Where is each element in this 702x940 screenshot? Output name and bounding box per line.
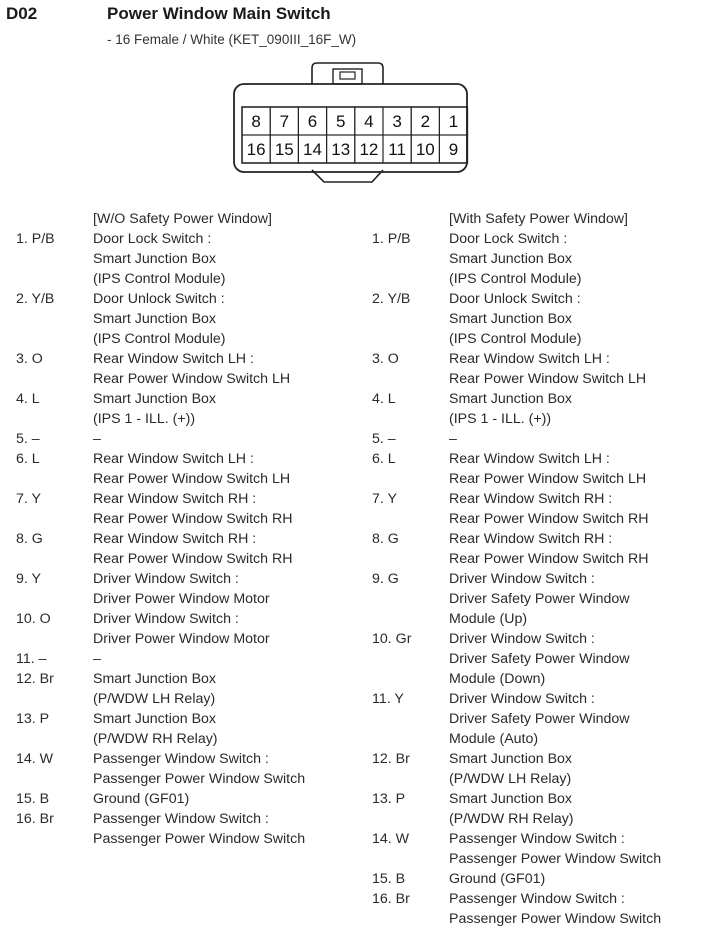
pin-description: [93, 489, 352, 529]
pin-description-line: –: [449, 431, 457, 447]
pin-description-line: Smart Junction Box: [93, 711, 217, 727]
pin-description-line: Smart Junction Box: [93, 391, 217, 407]
pin-row: [16, 669, 352, 709]
pin-description-line: (IPS Control Module): [93, 331, 226, 347]
pin-row: [16, 289, 352, 349]
pin-description-line: Ground (GF01): [449, 871, 546, 887]
pin-row: [16, 789, 352, 809]
pin-description-line: Rear Power Window Switch RH: [93, 511, 293, 527]
pin-row: [16, 389, 352, 429]
pin-number: 9: [448, 140, 459, 159]
pin-wire-color: 1. P/B: [372, 231, 411, 247]
pin-description: [449, 689, 698, 749]
pin-number: 14: [303, 140, 322, 159]
pin-description: [449, 289, 698, 349]
pin-description-line: Rear Window Switch LH :: [449, 451, 610, 467]
latch-notch: [340, 72, 355, 79]
pin-description-line: Driver Window Switch :: [449, 631, 595, 647]
pin-wire-color: 5. –: [16, 431, 40, 447]
pin-wire-color: 4. L: [372, 391, 396, 407]
pin-description: [93, 669, 352, 709]
pin-description: [449, 869, 698, 889]
pin-wire-color: 12. Br: [372, 751, 410, 767]
pin-number: 5: [335, 112, 346, 131]
pin-description-line: (P/WDW LH Relay): [449, 771, 572, 787]
pin-description: [449, 629, 698, 689]
pin-description-line: Door Lock Switch :: [449, 231, 568, 247]
pin-row: [372, 569, 698, 629]
pin-description: [93, 449, 352, 489]
pin-number: 12: [359, 140, 379, 159]
pin-wire-color: 10. O: [16, 611, 51, 627]
pin-wire-color: 13. P: [372, 791, 406, 807]
pin-description: [93, 529, 352, 569]
pin-description-line: Driver Window Switch :: [93, 611, 239, 627]
pin-description-line: (IPS Control Module): [449, 331, 582, 347]
pin-row: [372, 289, 698, 349]
pin-description-line: Ground (GF01): [93, 791, 190, 807]
pin-row: [16, 569, 352, 609]
pin-description: [93, 349, 352, 389]
connector-spec: - 16 Female / White (KET_090III_16F_W): [107, 32, 357, 47]
pin-description-line: Smart Junction Box: [449, 751, 573, 767]
pin-description-line: Smart Junction Box: [93, 311, 217, 327]
latch-center: [333, 69, 362, 84]
pin-wire-color: 16. Br: [372, 891, 410, 907]
pin-description: [449, 389, 698, 429]
pin-wire-color: 4. L: [16, 391, 40, 407]
pin-wire-color: 11. Y: [372, 691, 404, 707]
pin-row: [16, 449, 352, 489]
pin-wire-color: 14. W: [372, 831, 410, 847]
pin-number: 2: [420, 112, 431, 131]
pin-description-line: Passenger Power Window Switch: [449, 911, 662, 927]
pin-wire-color: 2. Y/B: [372, 291, 411, 307]
pin-row: [16, 229, 352, 289]
pin-description-line: (P/WDW RH Relay): [449, 811, 574, 827]
pin-description-line: Passenger Window Switch :: [93, 751, 269, 767]
pin-description-line: Smart Junction Box: [449, 251, 573, 267]
pin-number: 1: [448, 112, 459, 131]
pin-description: [93, 229, 352, 289]
pin-row: [372, 789, 698, 829]
pin-description-line: (IPS 1 - ILL. (+)): [93, 411, 196, 427]
pin-wire-color: 8. G: [16, 531, 43, 547]
pin-wire-color: 9. Y: [16, 571, 41, 587]
page-title: Power Window Main Switch: [107, 4, 331, 23]
with-safety-column: [372, 209, 698, 929]
pin-description-line: Passenger Power Window Switch: [449, 851, 662, 867]
pin-description-line: Rear Window Switch RH :: [449, 491, 613, 507]
pin-description-line: Passenger Window Switch :: [449, 891, 625, 907]
pin-number: 4: [364, 112, 374, 131]
pin-row: [16, 609, 352, 649]
pin-wire-color: 1. P/B: [16, 231, 55, 247]
pin-description-line: Passenger Window Switch :: [93, 811, 269, 827]
pin-row: [16, 529, 352, 569]
pin-description-line: Module (Down): [449, 671, 546, 687]
pin-row: [16, 649, 352, 669]
pin-wire-color: 11. –: [16, 651, 47, 667]
pin-wire-color: 10. Gr: [372, 631, 412, 647]
pin-description-line: Smart Junction Box: [449, 311, 573, 327]
pin-description-line: Passenger Power Window Switch: [93, 831, 306, 847]
pin-number: 11: [388, 140, 406, 159]
pin-description-line: Driver Safety Power Window: [449, 591, 630, 607]
connector-diagram: [226, 58, 476, 188]
pin-number: 10: [415, 140, 435, 159]
pin-number: 3: [392, 112, 402, 131]
pin-description: [93, 569, 352, 609]
pin-description-line: (P/WDW LH Relay): [93, 691, 216, 707]
pin-wire-color: 12. Br: [16, 671, 54, 687]
pin-description-line: Driver Safety Power Window: [449, 711, 630, 727]
pin-description-line: Door Lock Switch :: [93, 231, 212, 247]
pin-description-line: (IPS Control Module): [93, 271, 226, 287]
pin-description-line: Driver Window Switch :: [449, 571, 595, 587]
pin-description: [93, 609, 352, 649]
pin-description: [449, 749, 698, 789]
pin-description-line: Door Unlock Switch :: [93, 291, 225, 307]
pin-description-line: Smart Junction Box: [449, 391, 573, 407]
pin-description: [449, 229, 698, 289]
pin-description: [449, 489, 698, 529]
pin-description-line: Passenger Power Window Switch: [93, 771, 306, 787]
connector-latch: [312, 63, 383, 84]
pin-description: [449, 529, 698, 569]
pin-description-line: Module (Auto): [449, 731, 539, 747]
pin-wire-color: 8. G: [372, 531, 399, 547]
pin-row: [16, 809, 352, 849]
pin-number: 15: [274, 140, 294, 159]
pin-description-line: Rear Power Window Switch RH: [449, 551, 649, 567]
pin-description-line: Rear Window Switch LH :: [93, 451, 254, 467]
without-safety-column: [16, 209, 352, 849]
pin-description: [93, 789, 352, 809]
pin-number: 7: [279, 112, 290, 131]
pin-description: [93, 429, 352, 449]
pin-description: [449, 449, 698, 489]
pin-description: [449, 429, 698, 449]
pin-description: [449, 889, 698, 929]
pin-row: [372, 889, 698, 929]
pin-number: 13: [331, 140, 351, 159]
pin-description-line: Door Unlock Switch :: [449, 291, 581, 307]
pin-description-line: Smart Junction Box: [449, 791, 573, 807]
pin-description-line: –: [93, 651, 101, 667]
pin-description-line: Rear Window Switch RH :: [93, 531, 257, 547]
pin-description-line: Rear Power Window Switch LH: [93, 471, 291, 487]
pin-number: 8: [251, 112, 261, 131]
pin-row: [16, 489, 352, 529]
pin-description: [93, 809, 352, 849]
pin-wire-color: 3. O: [16, 351, 43, 367]
pin-row: [372, 389, 698, 429]
pin-row: [372, 629, 698, 689]
pin-description-line: Rear Window Switch LH :: [93, 351, 254, 367]
pin-wire-color: 6. L: [372, 451, 396, 467]
pin-description: [93, 749, 352, 789]
pin-description-line: Passenger Window Switch :: [449, 831, 625, 847]
pin-row: [16, 349, 352, 389]
pin-row: [372, 229, 698, 289]
pin-description-line: Driver Window Switch :: [449, 691, 595, 707]
pin-description-line: Smart Junction Box: [93, 671, 217, 687]
pin-description-line: Driver Power Window Motor: [93, 631, 270, 647]
pin-row: [372, 869, 698, 889]
pin-description-line: Rear Power Window Switch LH: [449, 371, 647, 387]
pin-wire-color: 7. Y: [16, 491, 41, 507]
pin-description-line: Driver Power Window Motor: [93, 591, 270, 607]
pin-row: [372, 489, 698, 529]
pin-description-line: Driver Window Switch :: [93, 571, 239, 587]
pin-description: [449, 789, 698, 829]
pin-description-line: Rear Window Switch RH :: [93, 491, 257, 507]
pin-number: 16: [246, 140, 266, 159]
pin-description-line: Rear Window Switch RH :: [449, 531, 613, 547]
pin-wire-color: 15. B: [372, 871, 406, 887]
pin-number: 6: [307, 112, 318, 131]
pin-description: [93, 649, 352, 669]
pin-description-line: Rear Power Window Switch RH: [93, 551, 293, 567]
pin-wire-color: 3. O: [372, 351, 399, 367]
pin-description-line: Module (Up): [449, 611, 528, 627]
pin-row: [372, 429, 698, 449]
pin-description: [93, 289, 352, 349]
pin-wire-color: 9. G: [372, 571, 399, 587]
pin-description: [449, 349, 698, 389]
pin-row: [16, 749, 352, 789]
with-safety-heading: [With Safety Power Window]: [449, 211, 628, 227]
pin-description-line: Rear Power Window Switch RH: [449, 511, 649, 527]
pin-row: [372, 349, 698, 389]
pin-wire-color: 2. Y/B: [16, 291, 55, 307]
pin-wire-color: 14. W: [16, 751, 54, 767]
pin-wire-color: 5. –: [372, 431, 396, 447]
pin-wire-color: 13. P: [16, 711, 50, 727]
pin-row: [16, 709, 352, 749]
pin-description-line: Smart Junction Box: [93, 251, 217, 267]
connector-code: D02: [6, 4, 38, 23]
pin-description-line: (IPS Control Module): [449, 271, 582, 287]
pin-wire-color: 16. Br: [16, 811, 54, 827]
pin-wire-color: 6. L: [16, 451, 40, 467]
pin-description-line: Driver Safety Power Window: [449, 651, 630, 667]
pin-wire-color: 7. Y: [372, 491, 397, 507]
pin-row: [372, 829, 698, 869]
pin-description-line: –: [93, 431, 101, 447]
without-safety-heading: [W/O Safety Power Window]: [93, 211, 272, 227]
pin-row: [372, 689, 698, 749]
pin-description: [93, 389, 352, 429]
pin-row: [16, 429, 352, 449]
pin-wire-color: 15. B: [16, 791, 50, 807]
pin-description: [449, 829, 698, 869]
pin-description-line: Rear Power Window Switch LH: [93, 371, 291, 387]
pin-description-line: Rear Power Window Switch LH: [449, 471, 647, 487]
pin-row: [372, 529, 698, 569]
pin-description: [449, 569, 698, 629]
pin-description-line: Rear Window Switch LH :: [449, 351, 610, 367]
pin-description: [93, 709, 352, 749]
pin-description-line: (IPS 1 - ILL. (+)): [449, 411, 552, 427]
pin-row: [372, 749, 698, 789]
pin-row: [372, 449, 698, 489]
pin-description-line: (P/WDW RH Relay): [93, 731, 218, 747]
